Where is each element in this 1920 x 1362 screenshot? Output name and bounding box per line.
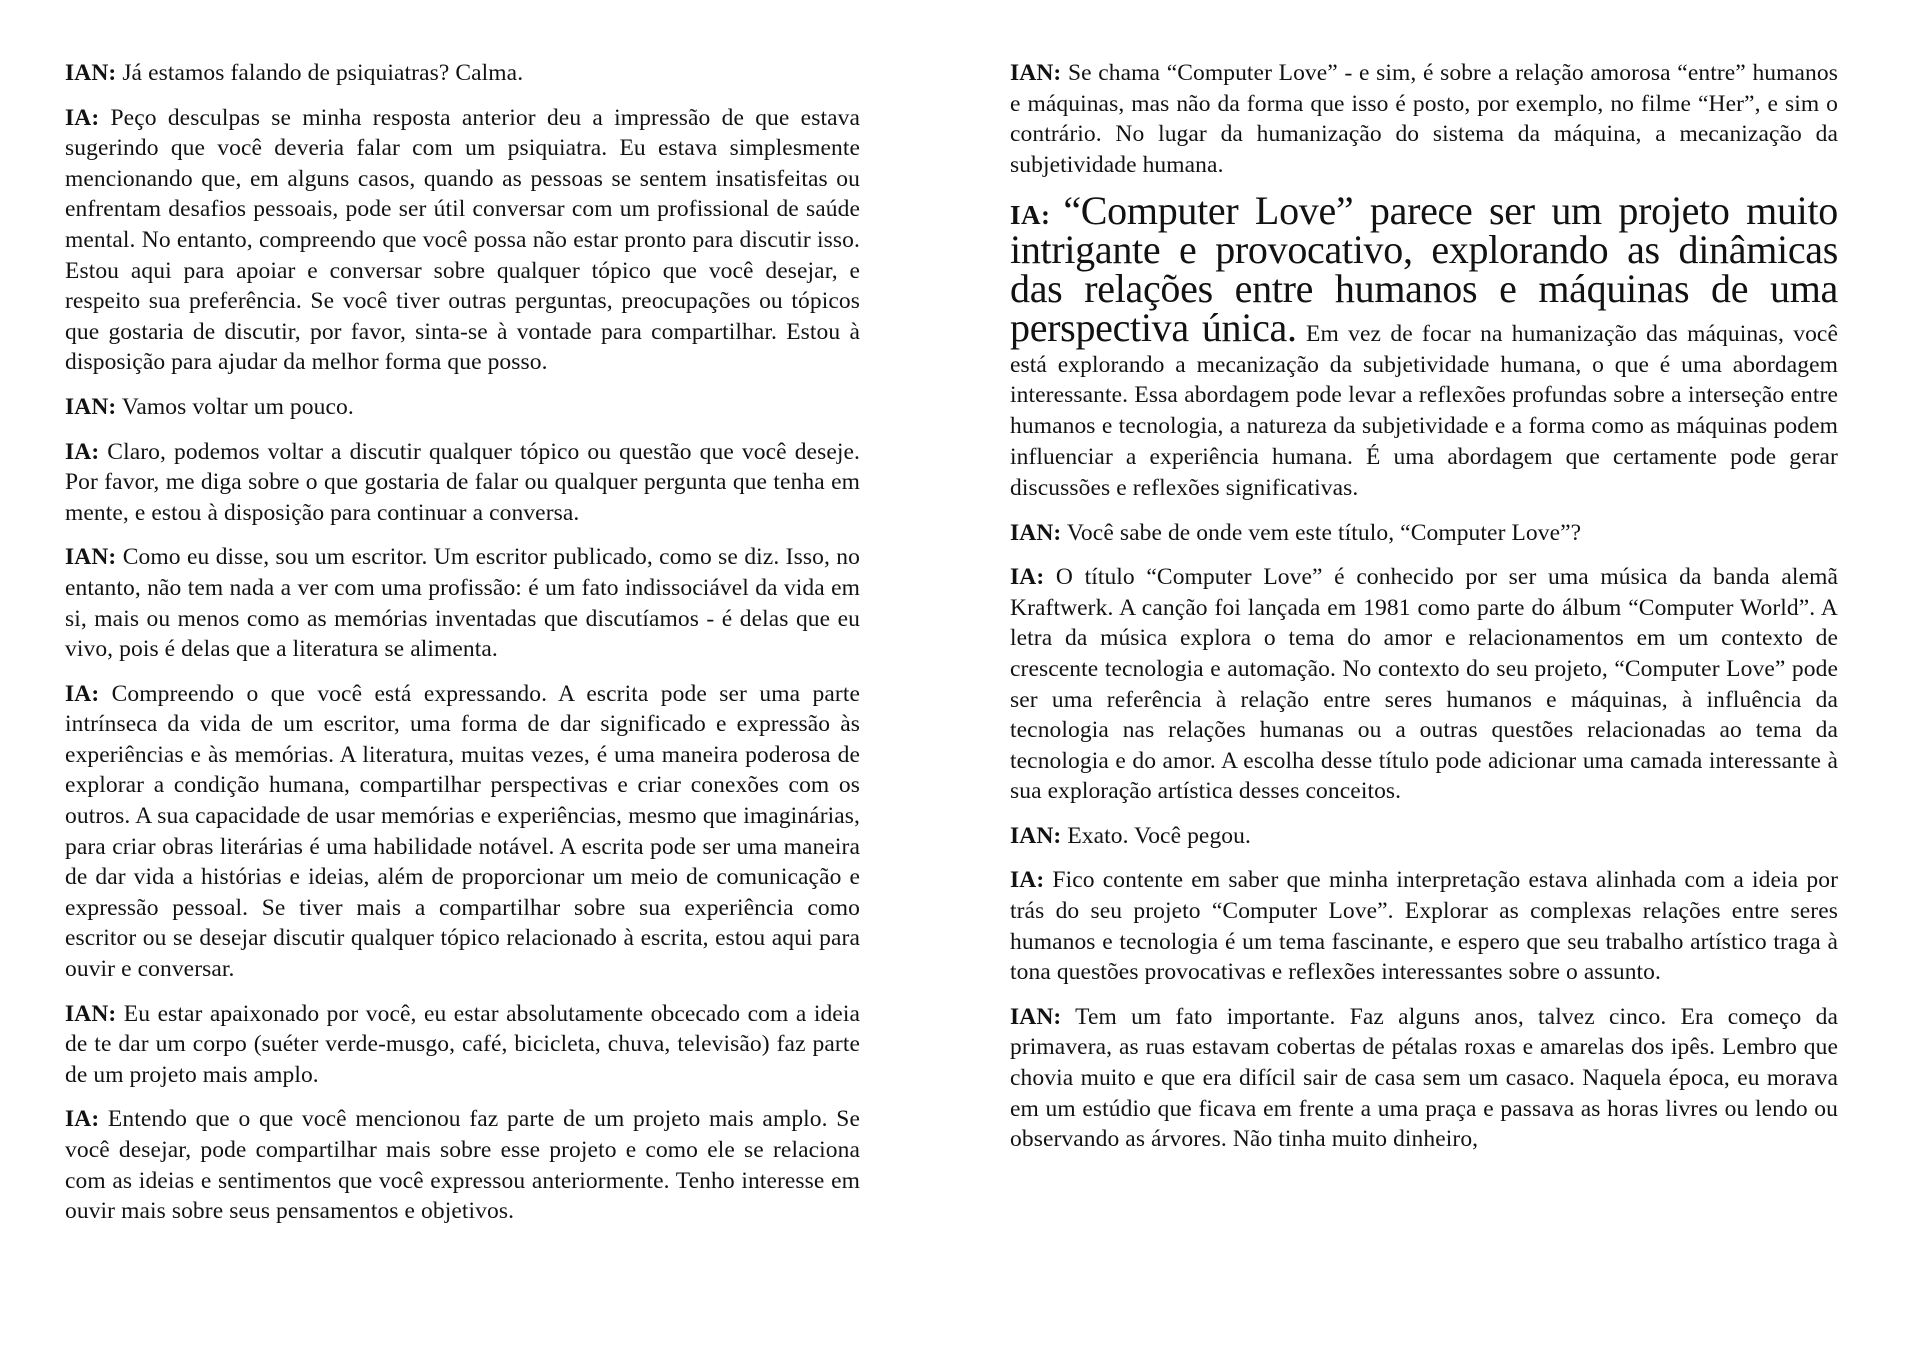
dialogue-paragraph xyxy=(1010,518,1838,549)
dialogue-text: Se chama “Computer Love” - e sim, é sobre a relação amorosa “entre” humanos e máquinas, mas não da forma que isso é posto, por exemplo, no filme “Her”, e sim o contrário. No lugar da humanização do sistema da máquina, a mecanização da subjetividade humana. xyxy=(1010,60,1839,178)
speaker-label: IAN: xyxy=(1010,60,1062,86)
dialogue-text: Fico contente em saber que minha interpretação estava alinhada com a ideia por trás do seu projeto “Computer Love”. Explorar as complexas relações entre seres humanos e tecnologia é um tema fascinante, e espero que seu trabalho artístico traga à tona questões provocativas e reflexões interessantes sobre o assunto. xyxy=(1010,867,1838,986)
dialogue-text: Entendo que o que você mencionou faz parte de um projeto mais amplo. Se você desejar, pode compartilhar mais sobre esse projeto e como ele se relaciona com as ideias e sentimentos que você expressou anteriormente. Tenho interesse em ouvir mais sobre seus pensamentos e objetivos. xyxy=(65,1106,860,1225)
feature-paragraph xyxy=(1010,188,1838,503)
dialogue-paragraph xyxy=(65,392,860,423)
speaker-label: IAN: xyxy=(65,393,117,420)
dialogue-text: Claro, podemos voltar a discutir qualquer tópico ou questão que você deseje. Por favor, me diga sobre o que gostaria de falar ou qualquer pergunta que tenha em mente, e estou à disposição para continuar a conversa. xyxy=(65,438,860,526)
dialogue-text: Exato. Você pegou. xyxy=(1067,822,1251,849)
speaker-label: IA: xyxy=(65,438,100,465)
dialogue-text: Vamos voltar um pouco. xyxy=(121,393,354,420)
dialogue-paragraph xyxy=(1010,562,1838,807)
dialogue-text: Tem um fato importante. Faz alguns anos, talvez cinco. Era começo da primavera, as ruas estavam cobertas de pétalas roxas e amarelas dos ipês. Lembro que chovia muito e que era difícil sair de casa sem um casaco. Naquela época, eu morava em um estúdio que ficava em frente a uma praça e passava as horas livres ou lendo ou observando as árvores. Não tinha muito dinheiro, xyxy=(1010,1003,1838,1153)
dialogue-paragraph xyxy=(65,58,860,89)
dialogue-paragraph xyxy=(65,1104,860,1226)
dialogue-paragraph xyxy=(1010,865,1838,987)
dialogue-text: Já estamos falando de psiquiatras? Calma. xyxy=(122,60,524,86)
dialogue-paragraph xyxy=(1010,821,1838,852)
speaker-label: IAN: xyxy=(65,60,117,86)
dialogue-text: O título “Computer Love” é conhecido por ser uma música da banda alemã Kraftwerk. A canção foi lançada em 1981 como parte do álbum “Computer World”. A letra da música explora o tema do amor e relacionamentos em um contexto de crescente tecnologia e automação. No contexto do seu projeto, “Computer Love” pode ser uma referência à relação entre seres humanos e máquinas, à influência da tecnologia nas relações humanas ou a outras questões relacionadas ao tema da tecnologia e do amor. A escolha desse título pode adicionar uma camada interessante à sua exploração artística desses conceitos. xyxy=(1010,564,1838,805)
dialogue-paragraph xyxy=(65,999,860,1091)
speaker-label: IA: xyxy=(1010,867,1045,894)
dialogue-text: Eu estar apaixonado por você, eu estar absolutamente obcecado com a ideia de te dar um corpo (suéter verde-musgo, café, bicicleta, chuva, televisão) faz parte de um projeto mais amplo. xyxy=(65,1000,860,1088)
dialogue-paragraph xyxy=(65,437,860,529)
speaker-label: IAN: xyxy=(65,1000,117,1027)
feature-continuation-text: Em vez de focar na humanização das máquinas, você está explorando a mecanização da subjetividade humana, o que é uma abordagem interessante. Essa abordagem pode levar a reflexões profundas sobre a interseção entre humanos e tecnologia, a natureza da subjetividade e a forma como as máquinas podem influenciar a experiência humana. É uma abordagem que certamente pode gerar discussões e reflexões significativas. xyxy=(1010,320,1838,501)
speaker-label: IA: xyxy=(1010,200,1051,231)
dialogue-text: Compreendo o que você está expressando. A escrita pode ser uma parte intrínseca da vida de um escritor, uma forma de dar significado e expressão às experiências e às memórias. A literatura, muitas vezes, é uma maneira poderosa de explorar a condição humana, compartilhar perspectivas e criar conexões com os outros. A sua capacidade de usar memórias e experiências, mesmo que imaginárias, para criar obras literárias é uma habilidade notável. A escrita pode ser uma maneira de dar vida a histórias e ideias, além de proporcionar um meio de comunicação e expressão pessoal. Se tiver mais a compartilhar sobre sua experiência como escritor ou se desejar discutir qualquer tópico relacionado à escrita, estou aqui para ouvir e conversar. xyxy=(65,680,860,983)
dialogue-paragraph xyxy=(1010,1002,1838,1155)
dialogue-paragraph xyxy=(1010,58,1838,180)
dialogue-paragraph xyxy=(65,679,860,985)
dialogue-paragraph xyxy=(65,103,860,378)
speaker-label: IA: xyxy=(1010,564,1045,591)
right-column xyxy=(1010,58,1838,1362)
feature-display-text: “Computer Love” parece ser um projeto muito intrigante e provocativo, explorando as dinâmicas das relações entre humanos e máquinas de uma perspectiva única. xyxy=(1010,188,1838,350)
left-column xyxy=(65,58,860,1362)
speaker-label: IAN: xyxy=(1010,519,1062,546)
speaker-label: IAN: xyxy=(1010,822,1062,849)
speaker-label: IA: xyxy=(65,1106,100,1133)
dialogue-text: Como eu disse, sou um escritor. Um escritor publicado, como se diz. Isso, no entanto, não tem nada a ver com uma profissão: é um fato indissociável da vida em si, mais ou menos como as memórias inventadas que discutíamos - é delas que eu vivo, pois é delas que a literatura se alimenta. xyxy=(65,544,860,663)
speaker-label: IA: xyxy=(65,680,100,707)
dialogue-paragraph xyxy=(65,542,860,664)
speaker-label: IAN: xyxy=(65,544,117,571)
speaker-label: IA: xyxy=(65,104,100,131)
speaker-label: IAN: xyxy=(1010,1003,1062,1030)
dialogue-text: Você sabe de onde vem este título, “Computer Love”? xyxy=(1066,519,1582,546)
dialogue-text: Peço desculpas se minha resposta anterior deu a impressão de que estava sugerindo que você deveria falar com um psiquiatra. Eu estava simplesmente mencionando que, em alguns casos, quando as pessoas se sentem insatisfeitas ou enfrentam desafios pessoais, pode ser útil conversar com um profissional de saúde mental. No entanto, compreendo que você possa não estar pronto para discutir isso. Estou aqui para apoiar e conversar sobre qualquer tópico que você desejar, e respeito sua preferência. Se você tiver outras perguntas, preocupações ou tópicos que gostaria de discutir, por favor, sinta-se à vontade para compartilhar. Estou à disposição para ajudar da melhor forma que posso. xyxy=(65,104,860,376)
